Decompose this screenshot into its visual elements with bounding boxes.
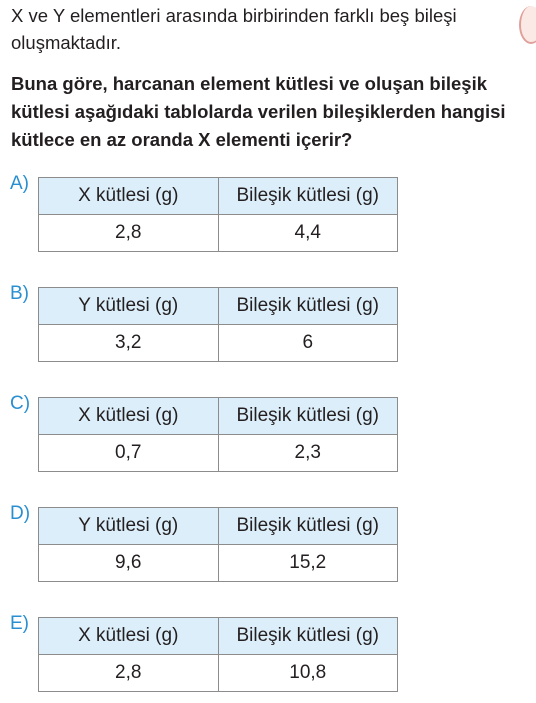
option-d[interactable] xyxy=(10,503,410,587)
question-line-1: Buna göre, harcanan element kütlesi ve oluşan bileşik xyxy=(11,73,488,94)
option-letter: B) xyxy=(10,283,29,304)
table-value-mass: 2,8 xyxy=(39,655,219,692)
table-header-mass: X kütlesi (g) xyxy=(39,178,219,215)
table-value-compound-mass: 2,3 xyxy=(218,435,398,472)
table-value-mass: 9,6 xyxy=(39,545,219,582)
table-header-compound-mass: Bileşik kütlesi (g) xyxy=(218,178,398,215)
intro-line-1: X ve Y elementleri arasında birbirinden farklı beş bileşi xyxy=(11,5,457,26)
table-value-compound-mass: 4,4 xyxy=(218,215,398,252)
table-value-compound-mass: 15,2 xyxy=(218,545,398,582)
table-header-compound-mass: Bileşik kütlesi (g) xyxy=(218,618,398,655)
option-table xyxy=(38,287,398,362)
table-header-mass: Y kütlesi (g) xyxy=(39,288,219,325)
question-line-2: kütlesi aşağıdaki tablolarda verilen bileşiklerden hangisi xyxy=(11,101,506,122)
option-letter: C) xyxy=(10,393,31,414)
option-letter: A) xyxy=(10,173,29,194)
table-value-compound-mass: 6 xyxy=(218,325,398,362)
option-table xyxy=(38,397,398,472)
option-c[interactable] xyxy=(10,393,410,477)
intro-line-2: oluşmaktadır. xyxy=(11,32,122,53)
option-b[interactable] xyxy=(10,283,410,367)
table-value-mass: 3,2 xyxy=(39,325,219,362)
table-header-mass: X kütlesi (g) xyxy=(39,618,219,655)
intro-text xyxy=(11,2,536,56)
option-table xyxy=(38,507,398,582)
table-header-mass: Y kütlesi (g) xyxy=(39,508,219,545)
table-header-compound-mass: Bileşik kütlesi (g) xyxy=(218,288,398,325)
option-letter: E) xyxy=(10,613,29,634)
table-header-mass: X kütlesi (g) xyxy=(39,398,219,435)
question-text xyxy=(11,70,536,154)
table-value-mass: 0,7 xyxy=(39,435,219,472)
option-table xyxy=(38,177,398,252)
table-value-compound-mass: 10,8 xyxy=(218,655,398,692)
table-header-compound-mass: Bileşik kütlesi (g) xyxy=(218,508,398,545)
question-line-3: kütlece en az oranda X elementi içerir? xyxy=(11,129,353,150)
table-value-mass: 2,8 xyxy=(39,215,219,252)
option-e[interactable] xyxy=(10,613,410,697)
option-letter: D) xyxy=(10,503,31,524)
page-corner-mark xyxy=(519,6,536,44)
option-table xyxy=(38,617,398,692)
table-header-compound-mass: Bileşik kütlesi (g) xyxy=(218,398,398,435)
option-a[interactable] xyxy=(10,173,410,257)
